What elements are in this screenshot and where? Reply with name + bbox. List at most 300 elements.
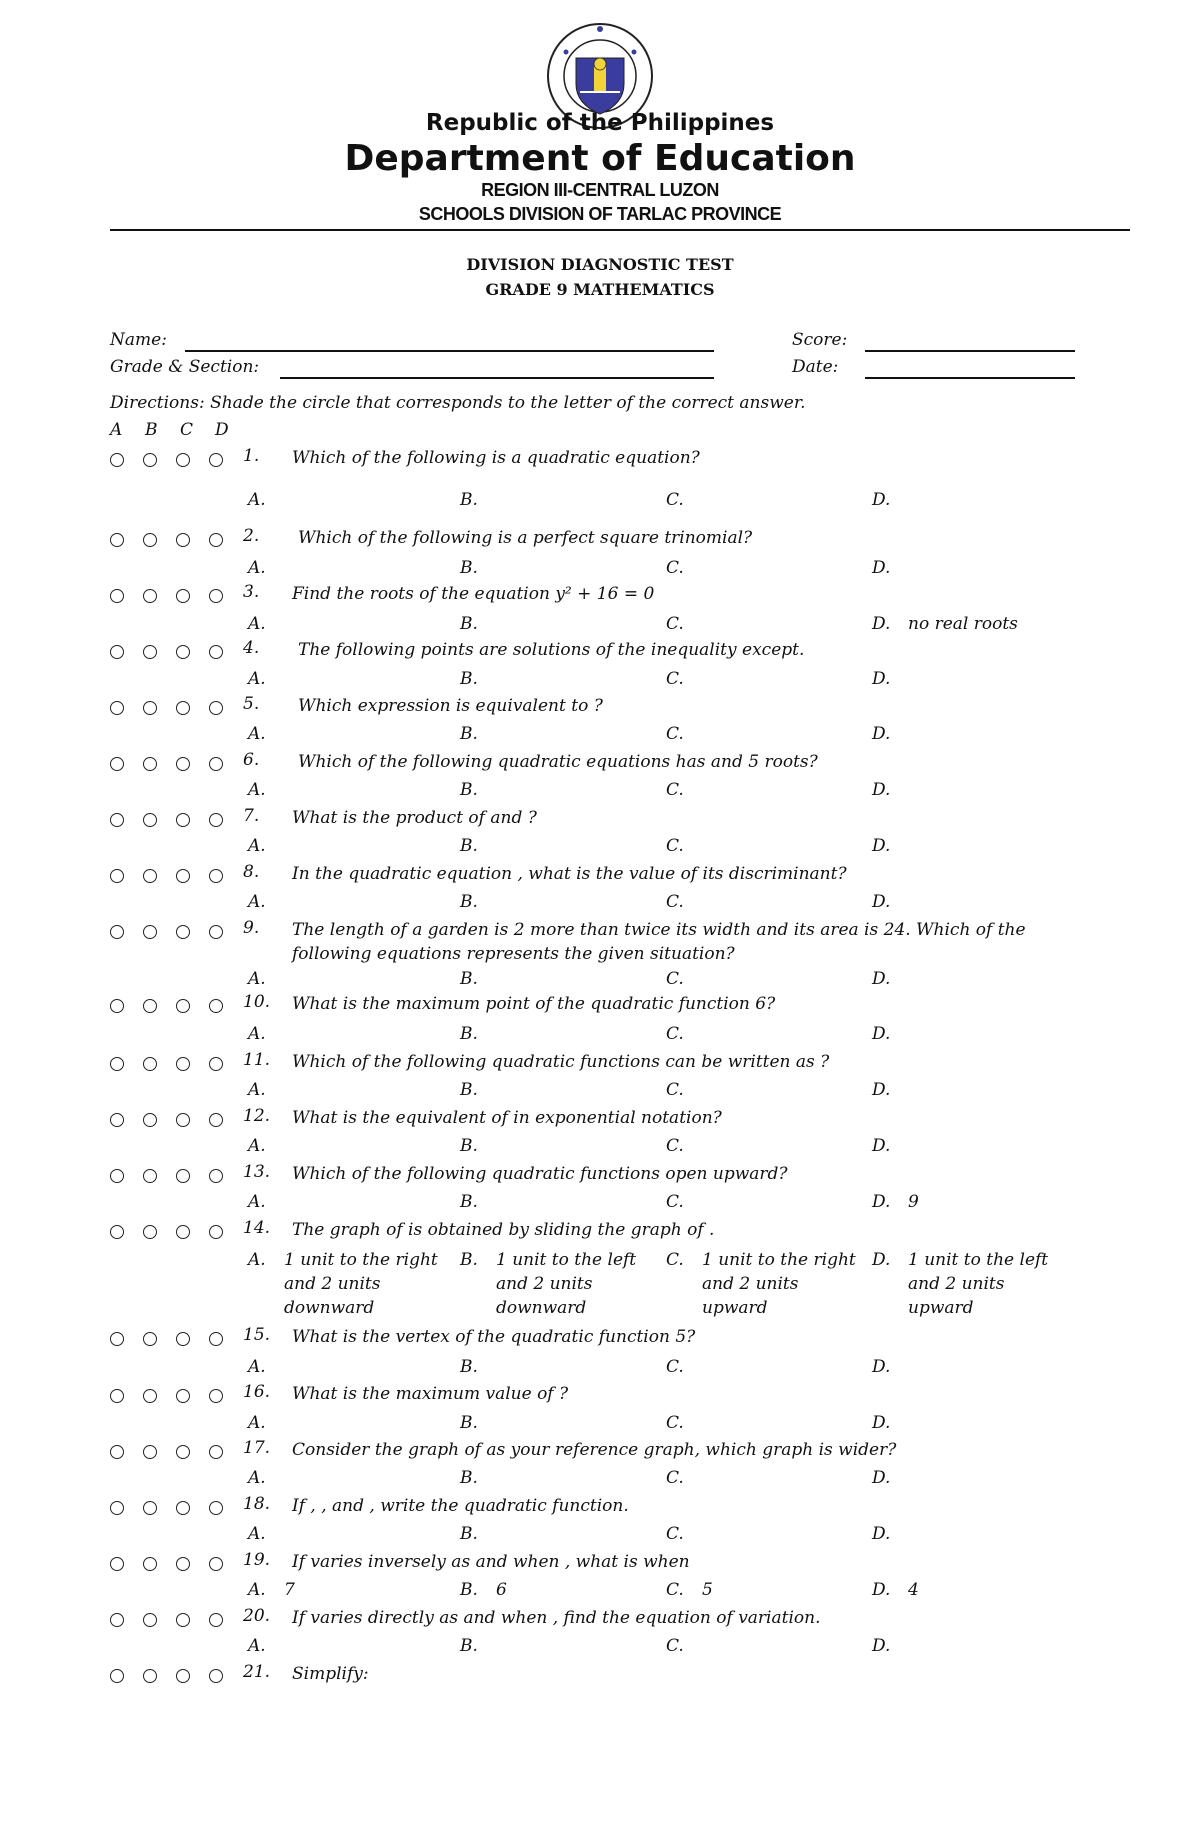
option-d (872, 1578, 1058, 1602)
option-letter: A. (248, 669, 266, 689)
answer-bubble-a[interactable] (110, 533, 124, 547)
option-a (248, 612, 444, 636)
answer-bubbles (110, 1441, 242, 1460)
answer-bubble-a[interactable] (110, 1445, 124, 1459)
answer-bubble-d[interactable] (209, 1613, 223, 1627)
answer-bubble-b[interactable] (143, 1332, 157, 1346)
answer-bubble-a[interactable] (110, 869, 124, 883)
question-text: What is the maximum value of ? (292, 1384, 569, 1404)
score-label: Score: (792, 330, 848, 350)
grid-letter: D (215, 420, 229, 440)
question-text: The following points are solutions of the inequality except. (298, 640, 805, 660)
option-letter: A. (248, 1636, 266, 1656)
grid-letter: B (145, 420, 158, 440)
option-c (666, 778, 862, 802)
option-c (666, 834, 862, 858)
answer-bubble-c[interactable] (176, 1057, 190, 1071)
option-value: 5 (702, 1580, 713, 1600)
option-letter: D. (872, 1357, 891, 1377)
option-letter: D. (872, 1192, 891, 1212)
division-heading: SCHOOLS DIVISION OF TARLAC PROVINCE (418, 204, 782, 224)
option-letter: B. (460, 669, 478, 689)
answer-bubbles (110, 753, 242, 772)
answer-bubble-c[interactable] (176, 1225, 190, 1239)
answer-bubbles (110, 1385, 242, 1404)
option-letter: B. (460, 1524, 478, 1544)
option-d (872, 1078, 1058, 1102)
question-text: Simplify: (292, 1664, 369, 1684)
option-letter: D. (872, 1136, 891, 1156)
question-text: Which of the following quadratic equations has and 5 roots? (298, 752, 818, 772)
option-c (666, 890, 862, 914)
answer-bubble-d[interactable] (209, 453, 223, 467)
answer-bubble-d[interactable] (209, 1389, 223, 1403)
answer-bubble-d[interactable] (209, 813, 223, 827)
question-text: What is the vertex of the quadratic function 5? (292, 1327, 696, 1347)
answer-bubble-a[interactable] (110, 1501, 124, 1515)
option-letter: C. (666, 836, 684, 856)
option-value: 1 unit to the right and 2 units upward (702, 1250, 856, 1318)
question-text: What is the maximum point of the quadratic function 6? (292, 994, 776, 1014)
question-text: Which of the following is a quadratic equation? (292, 448, 700, 468)
option-b (460, 1355, 656, 1379)
option-value: 1 unit to the left and 2 units downward (496, 1250, 637, 1318)
answer-bubble-a[interactable] (110, 701, 124, 715)
option-a (248, 1078, 444, 1102)
answer-bubble-d[interactable] (209, 533, 223, 547)
date-field[interactable] (865, 377, 1075, 379)
answer-bubble-d[interactable] (209, 645, 223, 659)
answer-bubble-c[interactable] (176, 701, 190, 715)
answer-bubble-c[interactable] (176, 1501, 190, 1515)
option-letter: D. (872, 1468, 891, 1488)
answer-bubble-a[interactable] (110, 1225, 124, 1239)
answer-bubble-d[interactable] (209, 1501, 223, 1515)
answer-bubbles (110, 1497, 242, 1516)
option-letter: D. (872, 969, 891, 989)
option-a (248, 834, 444, 858)
option-letter: A. (248, 969, 266, 989)
answer-bubble-a[interactable] (110, 925, 124, 939)
option-letter: A. (248, 614, 266, 634)
question-number: 7. (243, 806, 260, 826)
answer-bubble-b[interactable] (143, 701, 157, 715)
answer-bubble-d[interactable] (209, 925, 223, 939)
option-b (460, 1634, 656, 1658)
answer-bubbles (110, 1553, 242, 1572)
answer-bubble-b[interactable] (143, 1389, 157, 1403)
option-c (666, 1022, 862, 1046)
option-d (872, 890, 1058, 914)
question-text: Which of the following quadratic functions open upward? (292, 1164, 788, 1184)
option-a (248, 1134, 444, 1158)
option-c (666, 1078, 862, 1102)
answer-bubble-b[interactable] (143, 1613, 157, 1627)
republic-heading: Republic of the Philippines (425, 110, 775, 136)
option-d (872, 1522, 1058, 1546)
option-c (666, 722, 862, 746)
option-letter: A. (248, 1250, 266, 1270)
date-label: Date: (792, 357, 839, 377)
option-letter: D. (872, 780, 891, 800)
option-d (872, 667, 1058, 691)
option-letter: D. (872, 614, 891, 634)
region-heading: REGION III-CENTRAL LUZON (481, 180, 719, 200)
answer-bubble-b[interactable] (143, 1445, 157, 1459)
answer-bubble-c[interactable] (176, 1113, 190, 1127)
answer-bubble-d[interactable] (209, 1332, 223, 1346)
answer-bubbles (110, 995, 242, 1014)
answer-bubbles (110, 585, 242, 604)
test-title: DIVISION DIAGNOSTIC TEST (466, 255, 734, 274)
question-number: 9. (243, 918, 260, 938)
answer-bubble-a[interactable] (110, 1057, 124, 1071)
question-number: 18. (243, 1494, 271, 1514)
question-text: Which expression is equivalent to ? (298, 696, 603, 716)
option-letter: B. (460, 558, 478, 578)
option-letter: B. (460, 969, 478, 989)
question-number: 11. (243, 1050, 271, 1070)
question-number: 16. (243, 1382, 271, 1402)
option-d (872, 722, 1058, 746)
option-d (872, 1022, 1058, 1046)
answer-bubbles (110, 1665, 242, 1684)
answer-bubble-c[interactable] (176, 1332, 190, 1346)
option-letter: B. (460, 1468, 478, 1488)
option-a (248, 556, 444, 580)
option-letter: D. (872, 1524, 891, 1544)
question-number: 1. (243, 446, 260, 466)
option-c (666, 1634, 862, 1658)
option-letter: A. (248, 892, 266, 912)
answer-bubble-b[interactable] (143, 1113, 157, 1127)
answer-bubble-c[interactable] (176, 1169, 190, 1183)
answer-bubbles (110, 529, 242, 548)
answer-grid-header (110, 420, 250, 440)
answer-bubble-d[interactable] (209, 1445, 223, 1459)
option-b (460, 1578, 656, 1602)
answer-bubble-b[interactable] (143, 1557, 157, 1571)
answer-bubble-b[interactable] (143, 1501, 157, 1515)
score-field[interactable] (865, 350, 1075, 352)
question-text: If varies inversely as and when , what is when (292, 1552, 690, 1572)
option-b (460, 722, 656, 746)
answer-bubble-b[interactable] (143, 1057, 157, 1071)
option-b (460, 967, 656, 991)
option-letter: B. (460, 724, 478, 744)
question-text: The graph of is obtained by sliding the graph of . (292, 1220, 715, 1240)
option-letter: D. (872, 1024, 891, 1044)
option-letter: C. (666, 669, 684, 689)
option-c (666, 488, 862, 512)
answer-bubble-a[interactable] (110, 1389, 124, 1403)
answer-bubbles (110, 641, 242, 660)
answer-bubble-a[interactable] (110, 1332, 124, 1346)
question-number: 19. (243, 1550, 271, 1570)
answer-bubble-c[interactable] (176, 999, 190, 1013)
option-value: 4 (908, 1580, 919, 1600)
question-text: What is the equivalent of in exponential notation? (292, 1108, 722, 1128)
question-number: 20. (243, 1606, 271, 1626)
option-d (872, 556, 1058, 580)
option-value: 9 (908, 1192, 919, 1212)
option-b (460, 556, 656, 580)
option-c (666, 1578, 862, 1602)
option-c (666, 1466, 862, 1490)
answer-bubble-a[interactable] (110, 1113, 124, 1127)
answer-bubble-c[interactable] (176, 1389, 190, 1403)
option-letter: C. (666, 1524, 684, 1544)
option-d (872, 1466, 1058, 1490)
question-text: In the quadratic equation , what is the value of its discriminant? (292, 864, 847, 884)
option-letter: D. (872, 892, 891, 912)
option-letter: B. (460, 836, 478, 856)
question-text: Which of the following quadratic functions can be written as ? (292, 1052, 830, 1072)
option-letter: D. (872, 724, 891, 744)
option-b (460, 1466, 656, 1490)
answer-bubble-a[interactable] (110, 1169, 124, 1183)
answer-bubble-b[interactable] (143, 1225, 157, 1239)
option-b (460, 1411, 656, 1435)
option-a (248, 722, 444, 746)
option-letter: A. (248, 1357, 266, 1377)
answer-bubble-c[interactable] (176, 1613, 190, 1627)
option-c (666, 1355, 862, 1379)
answer-bubble-a[interactable] (110, 589, 124, 603)
option-b (460, 1248, 656, 1320)
answer-bubble-c[interactable] (176, 813, 190, 827)
option-a (248, 778, 444, 802)
department-heading: Department of Education (344, 138, 856, 179)
option-b (460, 1022, 656, 1046)
answer-bubble-b[interactable] (143, 589, 157, 603)
answer-bubble-c[interactable] (176, 1557, 190, 1571)
option-letter: C. (666, 1080, 684, 1100)
option-letter: D. (872, 558, 891, 578)
answer-bubbles (110, 1053, 242, 1072)
option-letter: C. (666, 558, 684, 578)
option-d (872, 778, 1058, 802)
option-letter: B. (460, 1636, 478, 1656)
option-letter: D. (872, 1413, 891, 1433)
option-b (460, 667, 656, 691)
answer-bubble-a[interactable] (110, 1613, 124, 1627)
option-a (248, 1022, 444, 1046)
question-text: The length of a garden is 2 more than twice its width and its area is 24. Which of the following equations represents the given situation? (292, 920, 1026, 964)
answer-bubble-b[interactable] (143, 453, 157, 467)
answer-bubble-a[interactable] (110, 645, 124, 659)
answer-bubble-a[interactable] (110, 813, 124, 827)
option-letter: C. (666, 1413, 684, 1433)
option-d (872, 1411, 1058, 1435)
question-number: 14. (243, 1218, 271, 1238)
answer-bubbles (110, 809, 242, 828)
option-letter: B. (460, 1080, 478, 1100)
option-letter: C. (666, 1468, 684, 1488)
option-c (666, 556, 862, 580)
option-letter: D. (872, 669, 891, 689)
grid-letter: A (110, 420, 123, 440)
option-value: 7 (284, 1580, 295, 1600)
option-letter: A. (248, 490, 266, 510)
option-letter: A. (248, 780, 266, 800)
answer-bubble-b[interactable] (143, 757, 157, 771)
answer-bubbles (110, 1165, 242, 1184)
answer-bubble-c[interactable] (176, 925, 190, 939)
question-text: Find the roots of the equation y² + 16 = 0 (292, 584, 655, 604)
option-letter: A. (248, 1080, 266, 1100)
option-a (248, 1522, 444, 1546)
question-number: 6. (243, 750, 260, 770)
answer-bubbles (110, 1328, 242, 1347)
option-letter: A. (248, 1136, 266, 1156)
answer-bubble-c[interactable] (176, 589, 190, 603)
option-b (460, 612, 656, 636)
answer-bubble-c[interactable] (176, 1669, 190, 1683)
answer-bubble-b[interactable] (143, 1669, 157, 1683)
option-letter: B. (460, 892, 478, 912)
option-letter: C. (666, 1357, 684, 1377)
answer-bubble-c[interactable] (176, 757, 190, 771)
question-number: 17. (243, 1438, 271, 1458)
answer-bubble-d[interactable] (209, 1057, 223, 1071)
answer-bubble-a[interactable] (110, 999, 124, 1013)
answer-bubble-b[interactable] (143, 645, 157, 659)
option-letter: C. (666, 490, 684, 510)
option-c (666, 1190, 862, 1214)
answer-bubble-d[interactable] (209, 869, 223, 883)
answer-bubbles (110, 1109, 242, 1128)
option-letter: B. (460, 1357, 478, 1377)
option-letter: C. (666, 780, 684, 800)
answer-bubble-d[interactable] (209, 1169, 223, 1183)
question-number: 13. (243, 1162, 271, 1182)
question-number: 15. (243, 1325, 271, 1345)
name-label: Name: (110, 330, 167, 350)
test-subtitle: GRADE 9 MATHEMATICS (485, 280, 715, 299)
option-letter: B. (460, 780, 478, 800)
question-number: 5. (243, 694, 260, 714)
question-number: 2. (243, 526, 260, 546)
option-c (666, 1134, 862, 1158)
option-letter: C. (666, 969, 684, 989)
answer-bubbles (110, 449, 242, 468)
option-d (872, 488, 1058, 512)
option-b (460, 890, 656, 914)
option-letter: B. (460, 1192, 478, 1212)
option-a (248, 1355, 444, 1379)
question-text: If varies directly as and when , find the equation of variation. (292, 1608, 821, 1628)
option-letter: B. (460, 1024, 478, 1044)
option-c (666, 612, 862, 636)
option-letter: C. (666, 1024, 684, 1044)
answer-bubble-a[interactable] (110, 757, 124, 771)
answer-bubble-d[interactable] (209, 757, 223, 771)
option-d (872, 1134, 1058, 1158)
answer-bubble-a[interactable] (110, 453, 124, 467)
answer-bubble-b[interactable] (143, 813, 157, 827)
answer-bubble-b[interactable] (143, 1169, 157, 1183)
option-d (872, 1248, 1058, 1320)
answer-bubble-d[interactable] (209, 1113, 223, 1127)
answer-bubble-b[interactable] (143, 869, 157, 883)
answer-bubble-c[interactable] (176, 869, 190, 883)
answer-bubble-d[interactable] (209, 1225, 223, 1239)
option-b (460, 1134, 656, 1158)
option-a (248, 967, 444, 991)
option-letter: B. (460, 1250, 478, 1270)
option-d (872, 1634, 1058, 1658)
answer-bubble-c[interactable] (176, 645, 190, 659)
option-letter: D. (872, 1250, 891, 1270)
answer-bubble-d[interactable] (209, 1557, 223, 1571)
grade-section-field[interactable] (280, 377, 714, 379)
answer-bubble-b[interactable] (143, 999, 157, 1013)
question-number: 12. (243, 1106, 271, 1126)
grid-letter: C (180, 420, 194, 440)
option-a (248, 488, 444, 512)
option-value: no real roots (908, 614, 1018, 634)
question-number: 8. (243, 862, 260, 882)
answer-bubble-a[interactable] (110, 1557, 124, 1571)
option-letter: B. (460, 1580, 478, 1600)
option-d (872, 1355, 1058, 1379)
option-a (248, 1578, 444, 1602)
option-letter: C. (666, 614, 684, 634)
option-c (666, 1522, 862, 1546)
answer-bubble-d[interactable] (209, 589, 223, 603)
option-letter: A. (248, 1468, 266, 1488)
option-c (666, 667, 862, 691)
option-a (248, 890, 444, 914)
answer-bubble-b[interactable] (143, 533, 157, 547)
question-number: 3. (243, 582, 260, 602)
option-letter: A. (248, 724, 266, 744)
answer-bubbles (110, 1609, 242, 1628)
answer-bubble-d[interactable] (209, 701, 223, 715)
option-value: 1 unit to the left and 2 units upward (908, 1250, 1049, 1318)
question-number: 21. (243, 1662, 271, 1682)
answer-bubble-a[interactable] (110, 1669, 124, 1683)
answer-bubble-d[interactable] (209, 999, 223, 1013)
option-letter: A. (248, 836, 266, 856)
name-field[interactable] (185, 350, 714, 352)
option-c (666, 1248, 862, 1320)
option-a (248, 1190, 444, 1214)
option-letter: C. (666, 1192, 684, 1212)
option-letter: A. (248, 1580, 266, 1600)
answer-bubbles (110, 1221, 242, 1240)
answer-bubble-d[interactable] (209, 1669, 223, 1683)
option-b (460, 1190, 656, 1214)
option-d (872, 967, 1058, 991)
option-b (460, 834, 656, 858)
option-a (248, 1248, 444, 1320)
option-letter: C. (666, 1636, 684, 1656)
answer-bubble-c[interactable] (176, 1445, 190, 1459)
question-number: 4. (243, 638, 260, 658)
question-text: Consider the graph of as your reference graph, which graph is wider? (292, 1440, 897, 1460)
option-letter: C. (666, 1580, 684, 1600)
answer-bubbles (110, 697, 242, 716)
option-letter: D. (872, 1636, 891, 1656)
option-d (872, 834, 1058, 858)
option-letter: D. (872, 1580, 891, 1600)
answer-bubble-b[interactable] (143, 925, 157, 939)
option-letter: D. (872, 836, 891, 856)
answer-bubble-c[interactable] (176, 453, 190, 467)
answer-bubble-c[interactable] (176, 533, 190, 547)
